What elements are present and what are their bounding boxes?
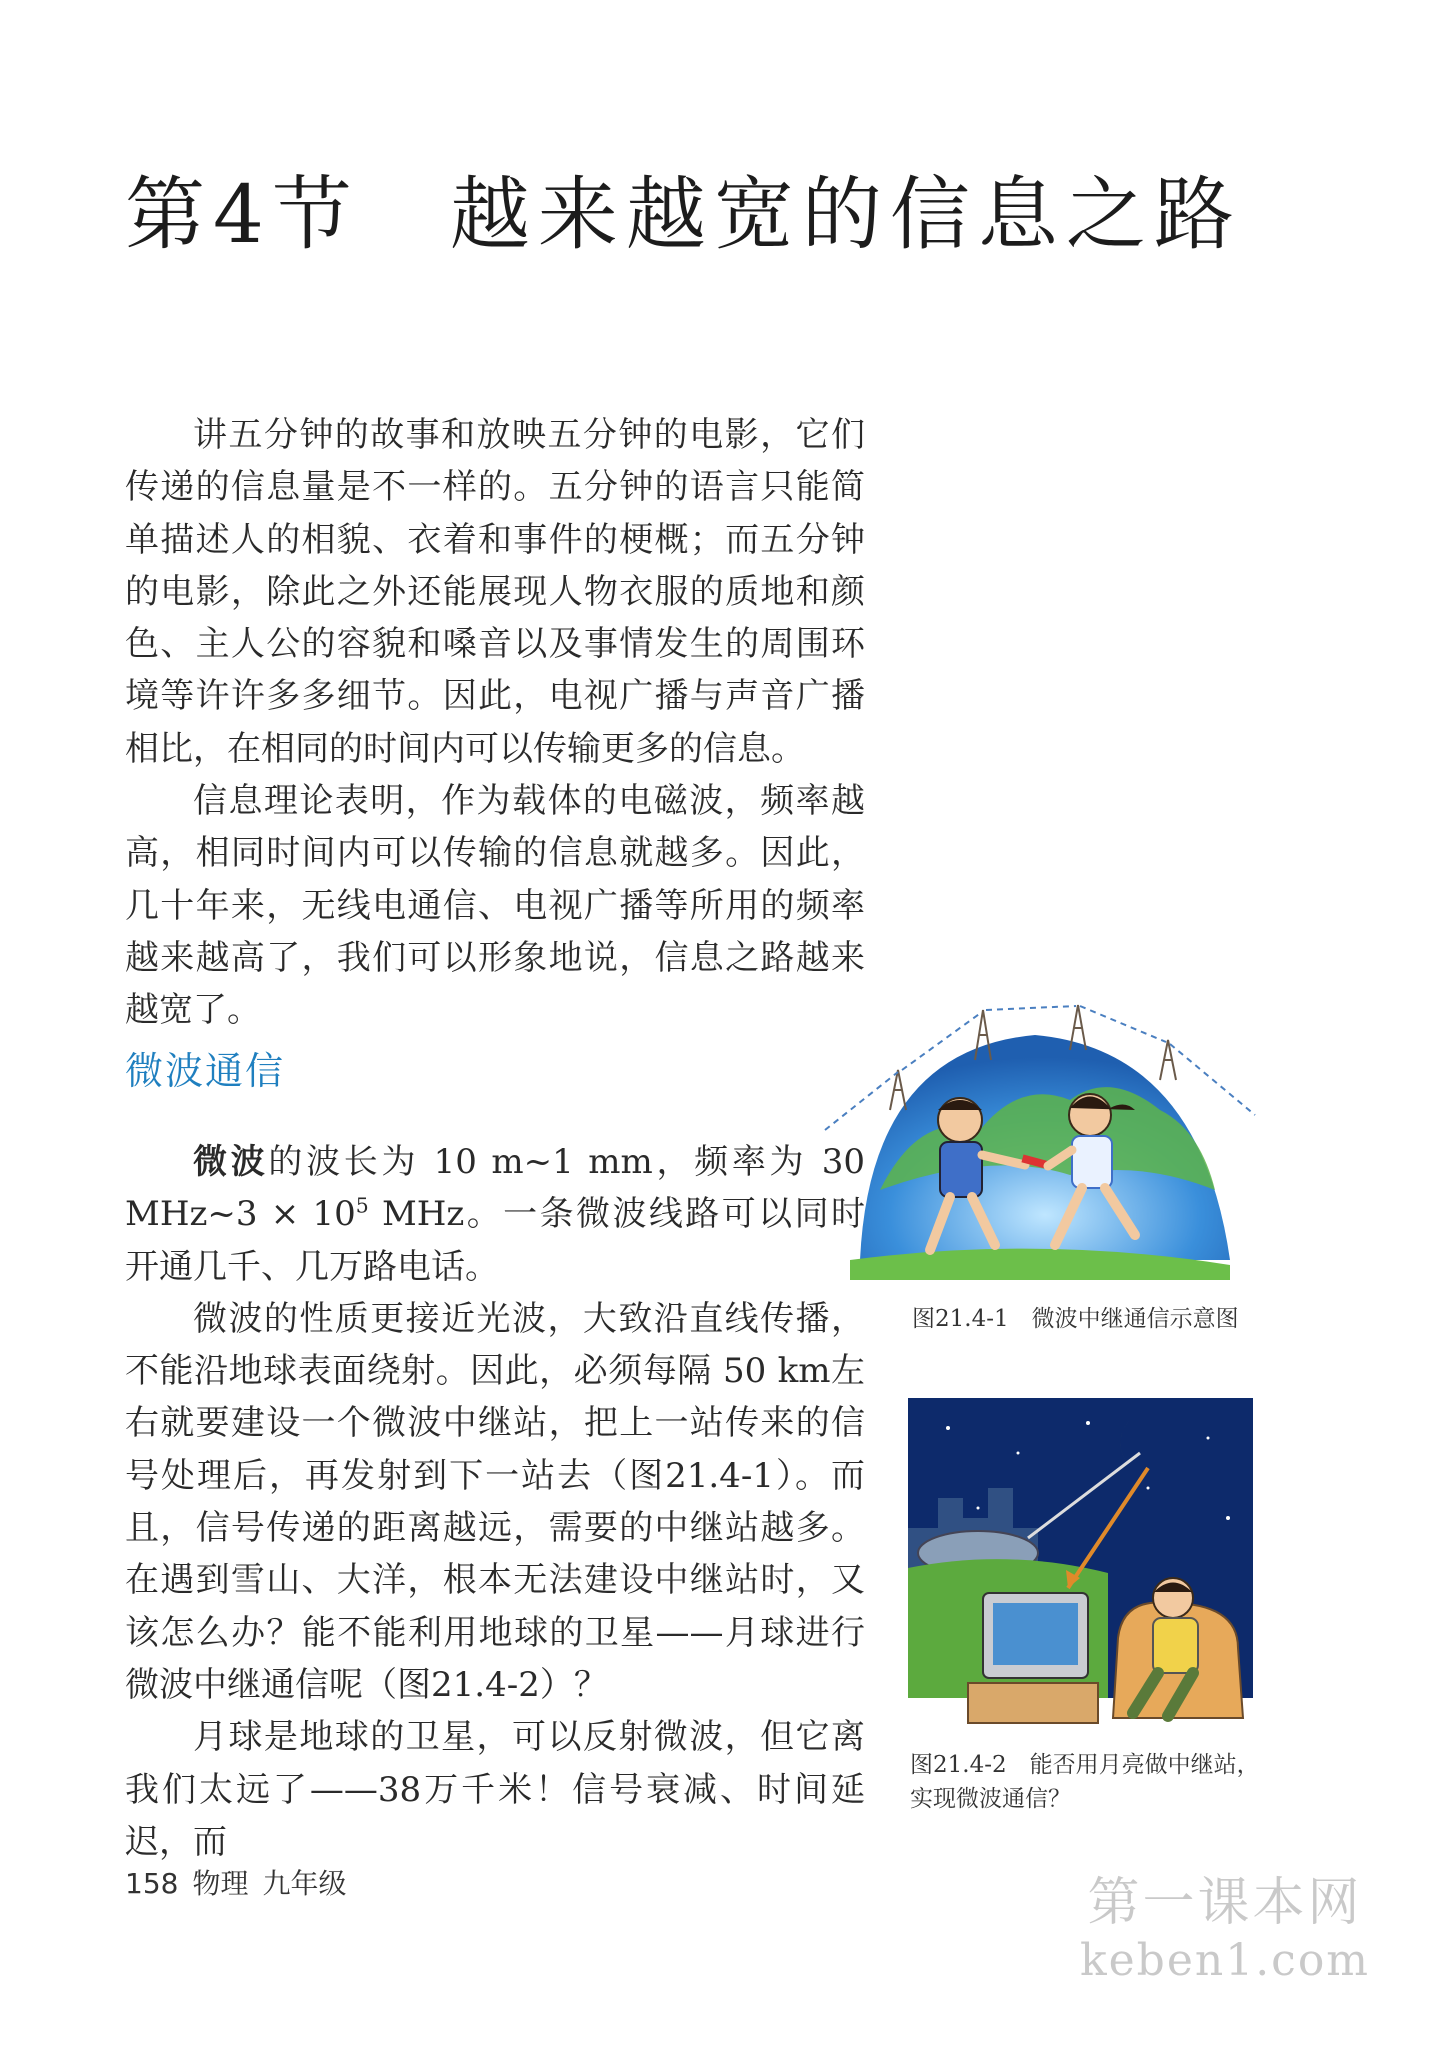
watermark-en: keben1.com [1079, 1935, 1371, 1986]
tv-screen [993, 1603, 1078, 1665]
term-microwave: 微波 [193, 1142, 269, 1182]
tv-stand [968, 1683, 1098, 1723]
intro-paragraph-1: 讲五分钟的故事和放映五分钟的电影，它们传递的信息量是不一样的。五分钟的语言只能简单描述人的相貌、衣着和事件的梗概；而五分钟的电影，除此之外还能展现人物衣服的质地和颜色、主人公的容貌和嗓音以及事情发生的周围环境等许许多多细节。因此，电视广播与声音广播相比，在相同的时间内可以传输更多的信息。 [125, 415, 865, 769]
intro-text [125, 409, 865, 1037]
figure-2-caption: 图21.4-2 能否用月亮做中继站，实现微波通信？ [910, 1752, 1260, 1812]
intro-paragraph-2: 信息理论表明，作为载体的电磁波，频率越高，相同时间内可以传输的信息就越多。因此，几十年来，无线电通信、电视广播等所用的频率越来越高了，我们可以形象地说，信息之路越来越宽了。 [125, 781, 865, 1031]
microwave-text [125, 1136, 865, 1868]
microwave-paragraph-1 [125, 1136, 865, 1293]
beam-4 [1080, 1006, 1166, 1042]
microwave-p1-part-c: MHz。一条微波线路可以同时开通几千、几万路电话。 [125, 1194, 866, 1287]
microwave-paragraph-3: 月球是地球的卫星，可以反射微波，但它离我们太远了——38万千米！信号衰减、时间延迟，而 [125, 1717, 865, 1862]
section-title [125, 150, 1242, 265]
exponent: 5 [355, 1193, 369, 1218]
beam-5 [1170, 1044, 1255, 1115]
figure-1-caption: 图21.4-1 微波中继通信示意图 [912, 1306, 1239, 1332]
watermark [1075, 1860, 1375, 1986]
page-number: 158 [125, 1867, 179, 1900]
microwave-paragraph-2: 微波的性质更接近光波，大致沿直线传播，不能沿地球表面绕射。因此，必须每隔 50 km左右就要建设一个微波中继站，把上一站传来的信号处理后，再发射到下一站去（图21.4-1）。而且，信号传递的距离越远，需要的中继站越多。在遇到雪山、大洋，根本无法建设中继站时，又该怎么办？能不能利用地球的卫星——月球进行微波中继通信呢（图21.4-2）？ [125, 1298, 865, 1705]
microwave-p1-part-a: 的波长为 10 m~1 mm，频率为 30 MHz~ [125, 1142, 865, 1235]
beam-3 [986, 1006, 1076, 1010]
tower-1 [890, 1070, 906, 1110]
microwave-heading: 微波通信 [125, 1049, 286, 1093]
page-footer [125, 1862, 360, 1902]
relay-illustration [810, 960, 1260, 1280]
moon-relay-illustration [908, 1398, 1253, 1738]
section-number: 第4节 [125, 168, 360, 261]
subject-label: 物理 [192, 1867, 249, 1900]
microwave-p1-part-b: 3 × 10 [235, 1194, 356, 1235]
section-heading: 越来越宽的信息之路 [449, 168, 1242, 261]
grade-label: 九年级 [262, 1867, 347, 1900]
beam-1 [825, 1072, 898, 1130]
watermark-cn: 第一课本网 [1087, 1873, 1363, 1933]
